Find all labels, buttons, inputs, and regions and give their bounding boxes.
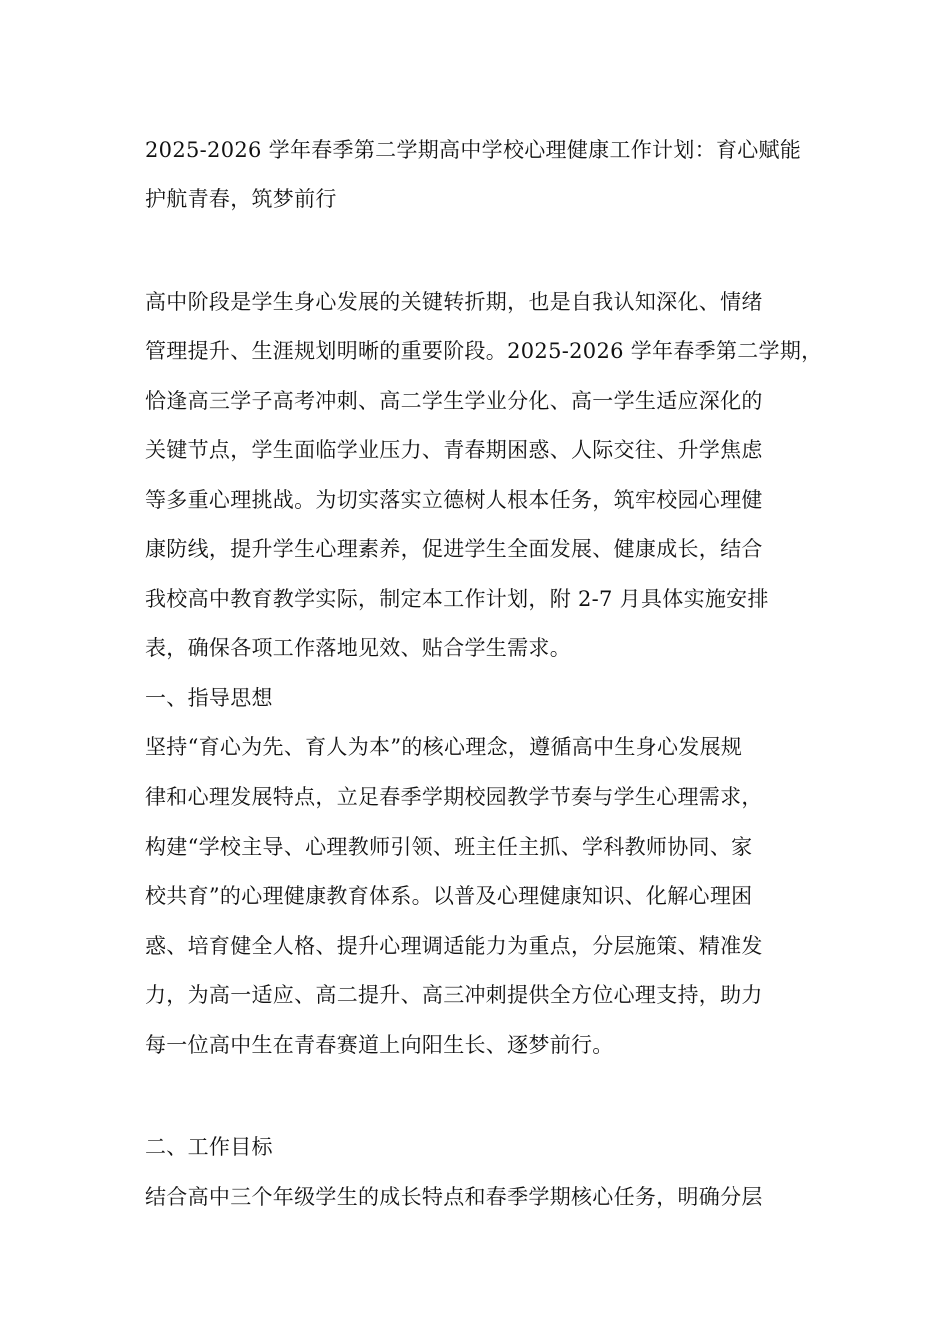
section-1-paragraph-line: 力，为高一适应、高二提升、高三冲刺提供全方位心理支持，助力 [145, 983, 763, 1007]
intro-paragraph-line: 关键节点，学生面临学业压力、青春期困惑、人际交往、升学焦虑 [145, 438, 763, 462]
section-1-heading: 一、指导思想 [145, 686, 273, 710]
intro-paragraph-line: 我校高中教育教学实际，制定本工作计划，附 2-7 月具体实施安排 [145, 587, 769, 611]
section-2-heading: 二、工作目标 [145, 1135, 273, 1159]
intro-paragraph-line: 管理提升、生涯规划明晰的重要阶段。2025-2026 学年春季第二学期， [145, 339, 823, 363]
intro-paragraph-line: 表，确保各项工作落地见效、贴合学生需求。 [145, 636, 571, 660]
section-1-paragraph-line: 每一位高中生在青春赛道上向阳生长、逐梦前行。 [145, 1033, 614, 1057]
intro-paragraph-line: 高中阶段是学生身心发展的关键转折期，也是自我认知深化、情绪 [145, 290, 763, 314]
intro-paragraph-line: 恰逢高三学子高考冲刺、高二学生学业分化、高一学生适应深化的 [145, 389, 763, 413]
section-2-paragraph-line: 结合高中三个年级学生的成长特点和春季学期核心任务，明确分层 [145, 1185, 763, 1209]
section-1-paragraph-line: 校共育”的心理健康教育体系。以普及心理健康知识、化解心理困 [145, 884, 753, 908]
document-title-line-2: 护航青春，筑梦前行 [145, 187, 337, 211]
document-title-line-1: 2025-2026 学年春季第二学期高中学校心理健康工作计划：育心赋能 [145, 138, 802, 162]
section-1-paragraph-line: 惑、培育健全人格、提升心理调适能力为重点，分层施策、精准发 [145, 934, 763, 958]
section-1-paragraph-line: 构建“学校主导、心理教师引领、班主任主抓、学科教师协同、家 [145, 835, 753, 859]
section-1-paragraph-line: 坚持“育心为先、育人为本”的核心理念，遵循高中生身心发展规 [145, 735, 743, 759]
section-1-paragraph-line: 律和心理发展特点，立足春季学期校园教学节奏与学生心理需求， [145, 785, 763, 809]
intro-paragraph-line: 等多重心理挑战。为切实落实立德树人根本任务，筑牢校园心理健 [145, 488, 763, 512]
intro-paragraph-line: 康防线，提升学生心理素养，促进学生全面发展、健康成长，结合 [145, 537, 763, 561]
